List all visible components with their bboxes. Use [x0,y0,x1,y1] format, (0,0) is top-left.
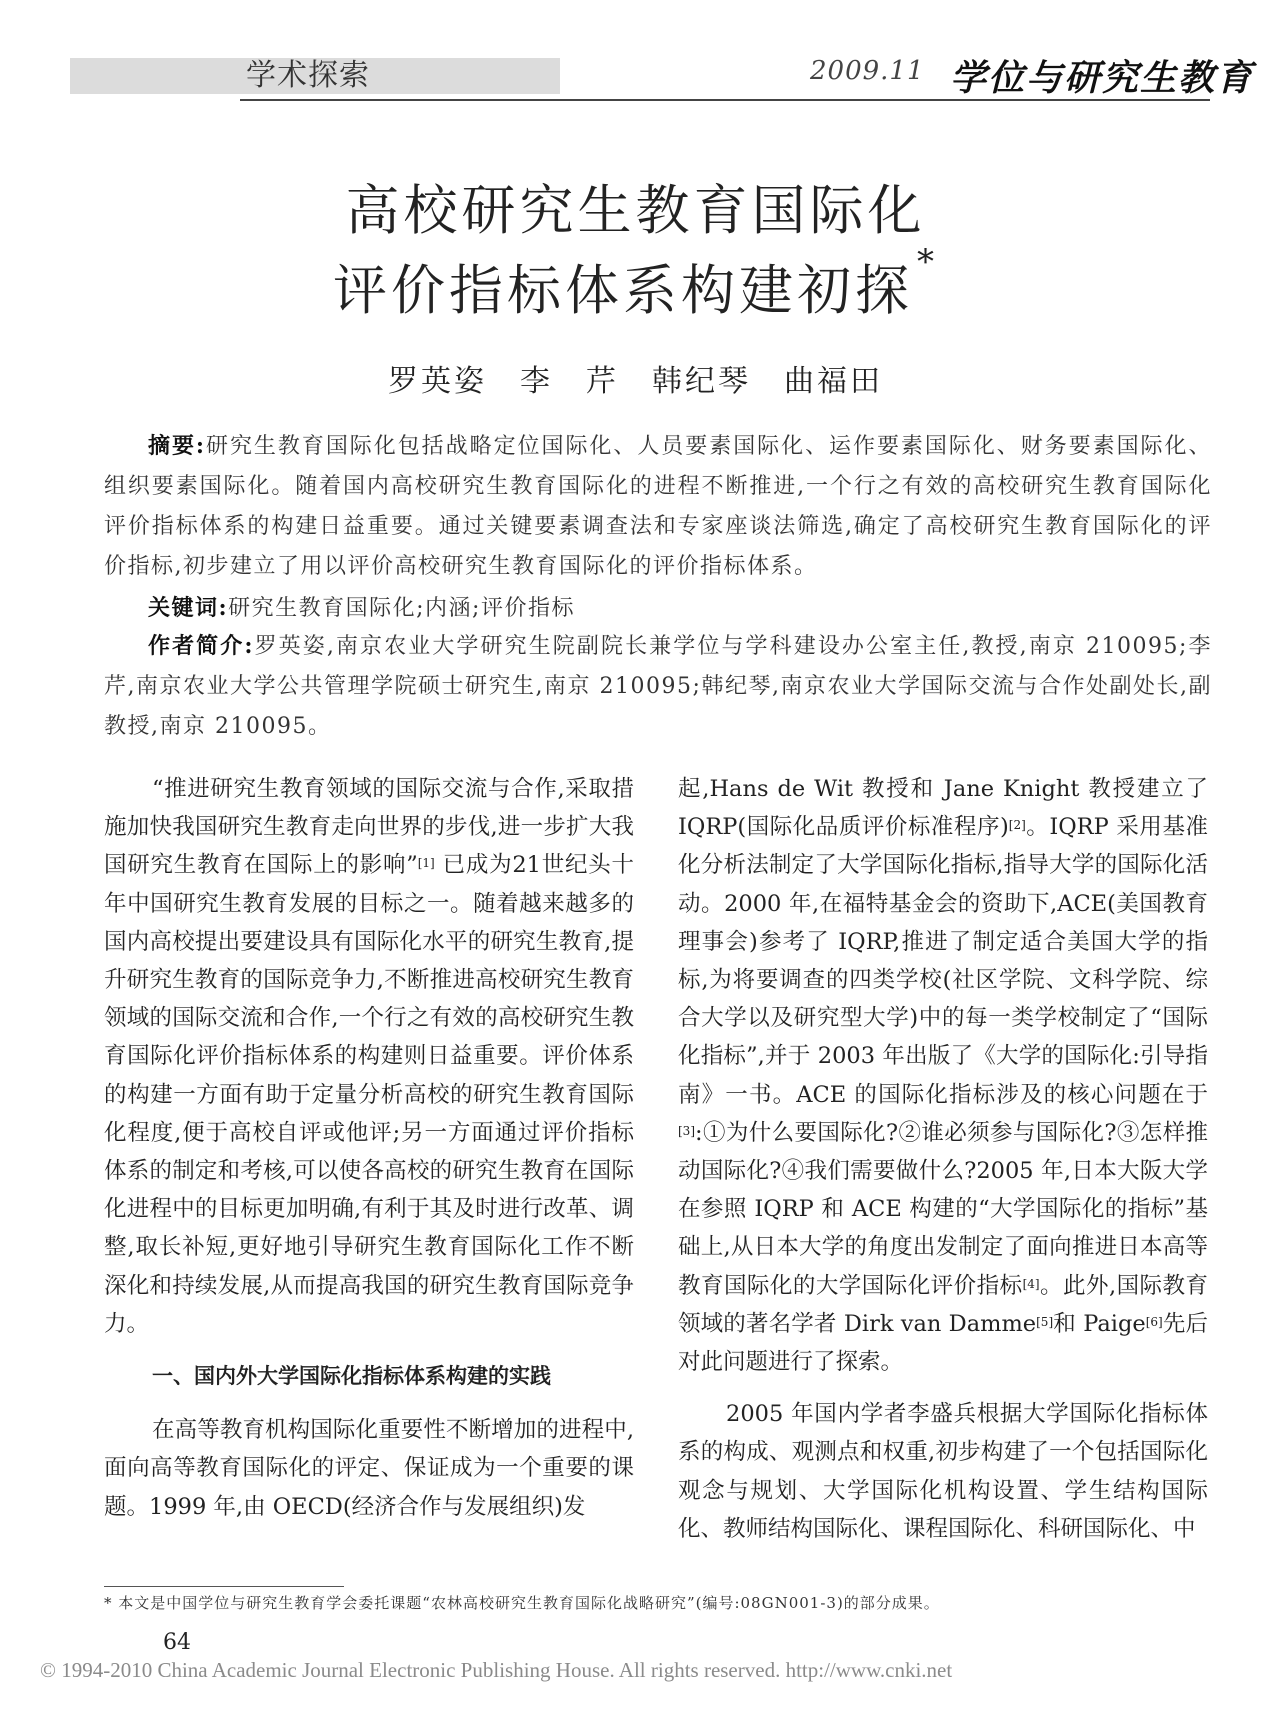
footnote: * 本文是中国学位与研究生教育学会委托课题“农林高校研究生教育国际化战略研究”(编号:08GN001-3)的部分成果。 [104,1594,940,1612]
citation-ref: [2] [1008,818,1026,833]
paragraph: 起,Hans de Wit 教授和 Jane Knight 教授建立了 IQRP(国际化品质评价标准程序)[2]。IQRP 采用基准化分析法制定了大学国际化指标,指导大学的国际化活动。2000 年,在福特基金会的资助下,ACE(美国教育理事会)参考了 IQRP,推进了制定适合美国大学的指标,为将要调查的四类学校(社区学院、文科学院、综合大学以及研究型大学)中的每一类学校制定了“国际化指标”,并于 2003 年出版了《大学的国际化:引导指南》一书。ACE 的国际化指标涉及的核心问题在于[3]:①为什么要国际化?②谁必须参与国际化?③怎样推动国际化?④我们需要做什么?2005 年,日本大阪大学在参照 IQRP 和 ACE 构建的“大学国际化的指标”基础上,从日本大学的角度出发制定了面向推进日本高等教育国际化的大学国际化评价指标[4]。此外,国际教育领域的著名学者 Dirk van Damme[5]和 Paige[6]先后对此问题进行了探索。 [678,776,1208,1376]
article-title-line2: 评价指标体系构建初探 * [333,242,938,322]
body-column-right [678,770,1208,1548]
paragraph: 2005 年国内学者李盛兵根据大学国际化指标体系的构成、观测点和权重,初步构建了一个包括国际化观念与规划、大学国际化机构设置、学生结构国际化、教师结构国际化、课程国际化、科研国际化、中 [678,1401,1208,1542]
journal-name: 学位与研究生教育 [950,57,1255,99]
footnote-rule [104,1586,344,1587]
title-footnote-mark: * [917,242,938,282]
author-list: 罗英姿 李 芹 韩纪琴 曲福田 [388,364,883,399]
copyright-line: © 1994-2010 China Academic Journal Electronic Publishing House. All rights reserved. http://www.cnki.net [40,1658,953,1682]
bio-label: 作者简介: [148,633,254,659]
issue-date: 2009.11 [810,56,925,86]
bio-text: 罗英姿,南京农业大学研究生院副院长兼学位与学科建设办公室主任,教授,南京 210095;李芹,南京农业大学公共管理学院硕士研究生,南京 210095;韩纪琴,南京农业大学国际交流与合作处副处长,副教授,南京 210095。 [104,634,1212,739]
author-bio [104,626,1212,747]
citation-ref: [5] [1036,1314,1054,1329]
abstract [104,426,1212,587]
keywords [104,588,1212,629]
citation-ref: [1] [417,856,435,871]
section-heading: 一、国内外大学国际化指标体系构建的实践 [152,1364,551,1389]
article-title-line1: 高校研究生教育国际化 [345,179,926,242]
keywords-label: 关键词: [148,595,229,621]
body-column-left [104,770,634,1526]
paragraph: 在高等教育机构国际化重要性不断增加的进程中,面向高等教育国际化的评定、保证成为一个重要的课题。1999 年,由 OECD(经济合作与发展组织)发 [104,1417,634,1520]
citation-ref: [3] [678,1123,695,1138]
keywords-text: 研究生教育国际化;内涵;评价指标 [228,596,575,621]
citation-ref: [6] [1145,1314,1163,1329]
page-number: 64 [163,1630,191,1655]
abstract-text: 研究生教育国际化包括战略定位国际化、人员要素国际化、运作要素国际化、财务要素国际化、组织要素国际化。随着国内高校研究生教育国际化的进程不断推进,一个行之有效的高校研究生教育国际化评价指标体系的构建日益重要。通过关键要素调查法和专家座谈法筛选,确定了高校研究生教育国际化的评价指标,初步建立了用以评价高校研究生教育国际化的评价指标体系。 [104,434,1212,579]
section-label: 学术探索 [246,58,370,93]
citation-ref: [4] [1022,1276,1040,1291]
paragraph: “推进研究生教育领域的国际交流与合作,采取措施加快我国研究生教育走向世界的步伐,进一步扩大我国研究生教育在国际上的影响”[1] 已成为21世纪头十年中国研究生教育发展的目标之一。随着越来越多的国内高校提出要建设具有国际化水平的研究生教育,提升研究生教育的国际竞争力,不断推进高校研究生教育领域的国际交流和合作,一个行之有效的高校研究生教育国际化评价指标体系的构建则日益重要。评价体系的构建一方面有助于定量分析高校的研究生教育国际化程度,便于高校自评或他评;另一方面通过评价指标体系的制定和考核,可以使各高校的研究生教育在国际化进程中的目标更加明确,有利于其及时进行改革、调整,取长补短,更好地引导研究生教育国际化工作不断深化和持续发展,从而提高我国的研究生教育国际竞争力。 [104,776,634,1337]
abstract-label: 摘要: [148,433,206,459]
